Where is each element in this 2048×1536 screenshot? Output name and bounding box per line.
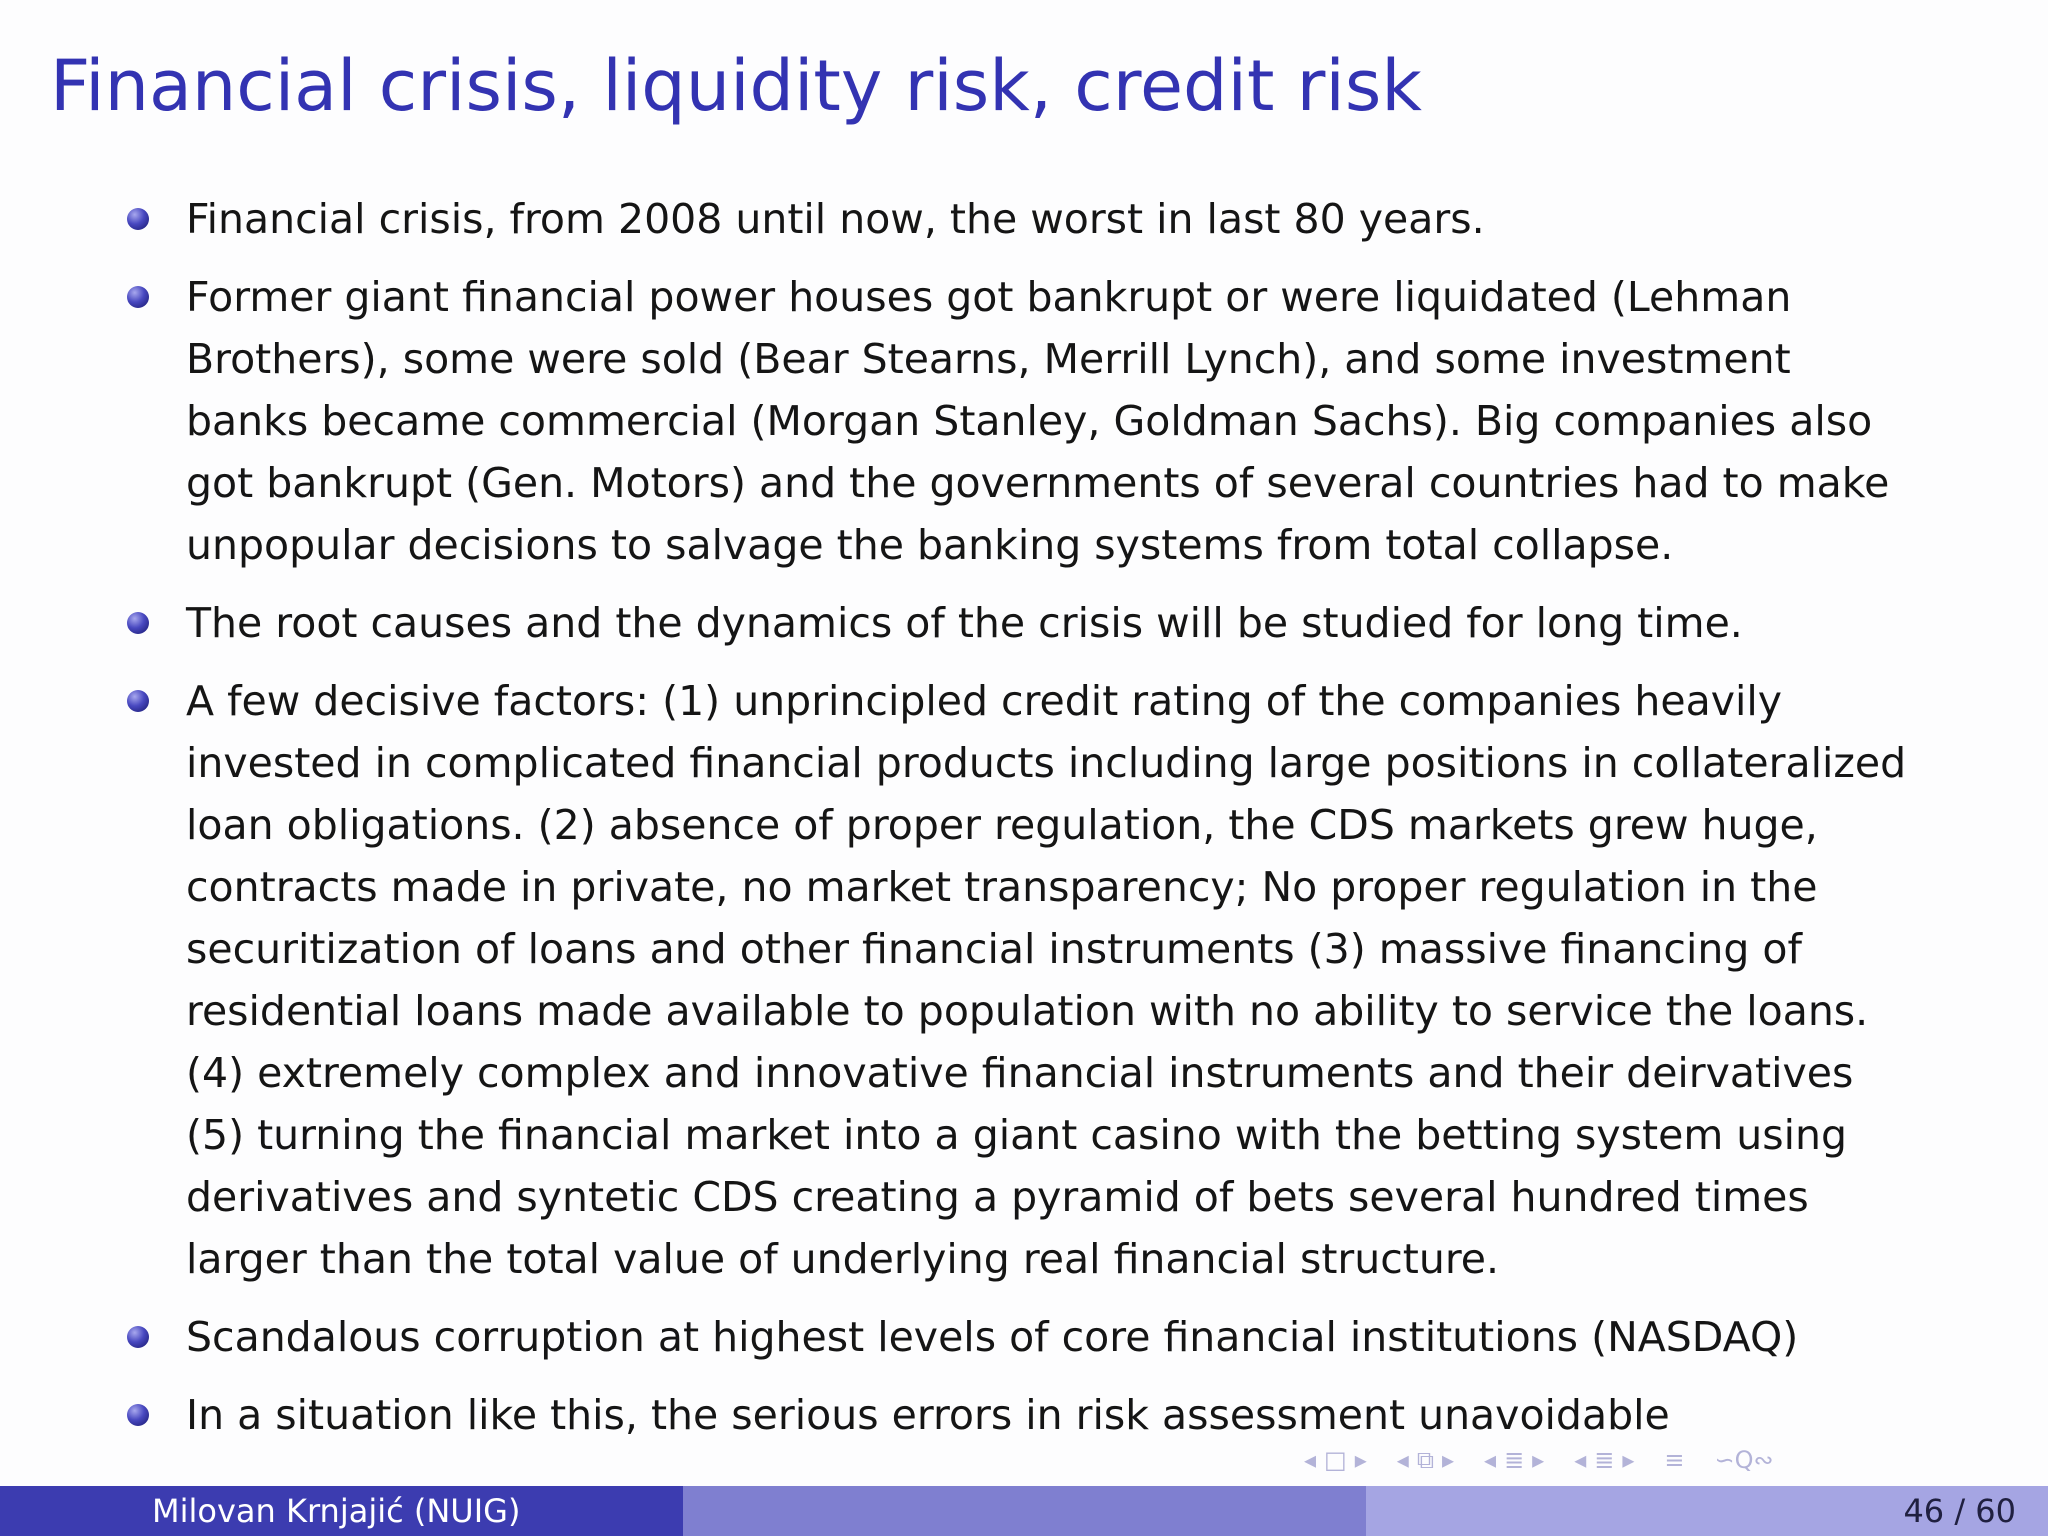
subsection-nav (1480, 1446, 1548, 1474)
subsection-icon[interactable]: ≣ (1504, 1446, 1525, 1474)
bullet-text: In a situation like this, the serious errors in risk assessment unavoidable (186, 1391, 1670, 1439)
slide-icon[interactable]: ≣ (1594, 1446, 1615, 1474)
toc-nav (1660, 1446, 1688, 1474)
bullet-item (0, 1306, 2048, 1368)
frame-nav (1300, 1446, 1371, 1474)
nav-next-slide-icon[interactable]: ▸ (1622, 1446, 1635, 1474)
search-icon[interactable]: ∽Q∾ (1714, 1446, 1774, 1474)
footer-page-section (1366, 1486, 2048, 1536)
bullet-item (0, 266, 2048, 576)
slide-title: Financial crisis, liquidity risk, credit risk (50, 45, 1422, 127)
bullet-list (0, 188, 2048, 1462)
frame-icon[interactable]: □ (1324, 1446, 1347, 1474)
footer-author-section (0, 1486, 683, 1536)
nav-prev-section-icon[interactable]: ◂ (1396, 1446, 1409, 1474)
beamer-navigation-bar (1300, 1444, 1800, 1476)
bullet-item (0, 1384, 2048, 1446)
bullet-text: Former giant financial power houses got bankrupt or were liquidated (Lehman Brothers), some were sold (Bear Stearns, Merrill Lynch), and some investment banks became commercial (Morgan Stanley, Goldman Sachs). Big companies also got bankrupt (Gen. Motors) and the governments of several countries had to make unpopular decisions to salvage the banking systems from total collapse. (186, 273, 1890, 569)
nav-next-subsection-icon[interactable]: ▸ (1532, 1446, 1545, 1474)
slide-nav (1570, 1446, 1638, 1474)
bullet-ball-icon (127, 612, 149, 634)
bullet-text: Financial crisis, from 2008 until now, the worst in last 80 years. (186, 195, 1485, 243)
bullet-ball-icon (127, 1404, 149, 1426)
toc-icon[interactable]: ≡ (1664, 1446, 1685, 1474)
page-number: 46 / 60 (1903, 1492, 2016, 1530)
section-icon[interactable]: ⧉ (1416, 1446, 1434, 1474)
bullet-text: A few decisive factors: (1) unprincipled credit rating of the companies heavily invested in complicated financial products including large positions in collateralized loan obligations. (2) absence of proper regulation, the CDS markets grew huge, contracts made in private, no market transparency; No proper regulation in the securitization of loans and other financial instruments (3) massive financing of residential loans made available to population with no ability to service the loans. (4) extremely complex and innovative financial instruments and their deirvatives (5) turning the financial market into a giant casino with the betting system using derivatives and syntetic CDS creating a pyramid of bets several hundred times larger than the total value of underlying real financial structure. (186, 677, 1907, 1283)
nav-next-section-icon[interactable]: ▸ (1441, 1446, 1455, 1474)
footer-title-section (683, 1486, 1366, 1536)
section-nav (1393, 1446, 1458, 1474)
bullet-text: Scandalous corruption at highest levels of core financial institutions (NASDAQ) (186, 1313, 1799, 1361)
search-nav (1711, 1446, 1778, 1474)
nav-next-frame-icon[interactable]: ▸ (1354, 1446, 1367, 1474)
bullet-item (0, 670, 2048, 1290)
bullet-item (0, 188, 2048, 250)
footer-author: Milovan Krnjajić (NUIG) (152, 1492, 521, 1530)
nav-prev-slide-icon[interactable]: ◂ (1574, 1446, 1587, 1474)
bullet-item (0, 592, 2048, 654)
bullet-ball-icon (127, 690, 149, 712)
bullet-ball-icon (127, 286, 149, 308)
bullet-ball-icon (127, 208, 149, 230)
footer-bar (0, 1486, 2048, 1536)
bullet-text: The root causes and the dynamics of the crisis will be studied for long time. (186, 599, 1743, 647)
nav-prev-frame-icon[interactable]: ◂ (1304, 1446, 1317, 1474)
nav-prev-subsection-icon[interactable]: ◂ (1484, 1446, 1497, 1474)
bullet-ball-icon (127, 1326, 149, 1348)
